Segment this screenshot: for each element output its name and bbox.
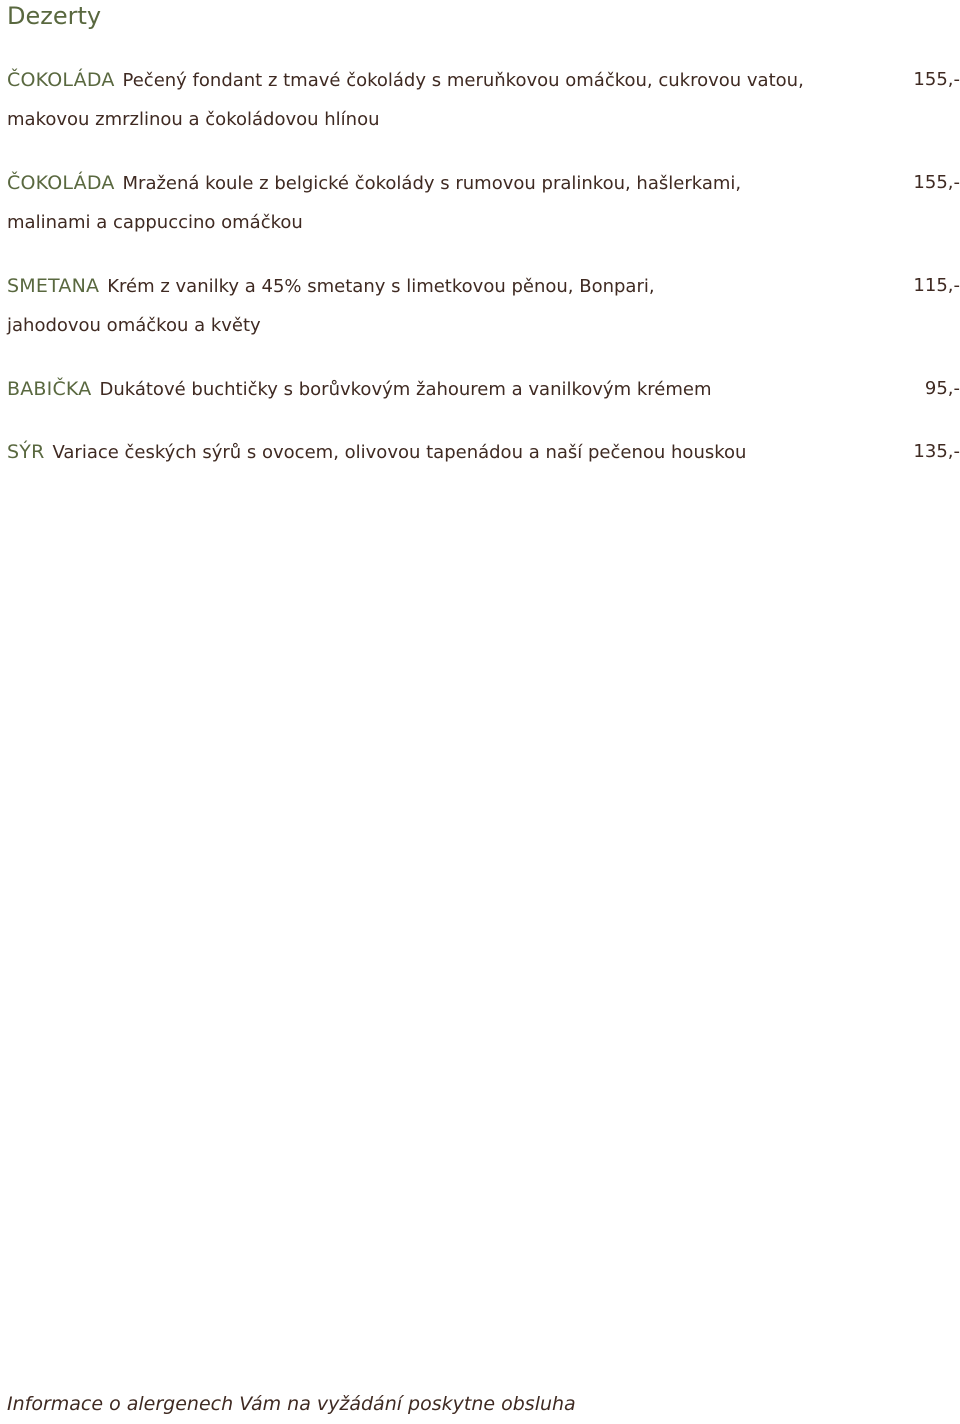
- item-name: ČOKOLÁDA: [7, 172, 115, 194]
- item-price: 95,-: [924, 378, 960, 399]
- menu-item: [7, 163, 960, 243]
- item-price: 155,-: [913, 172, 960, 193]
- item-description: Pečený fondant z tmavé čokolády s meruňkovou omáčkou, cukrovou vatou,: [122, 70, 804, 91]
- item-description: Krém z vanilky a 45% smetany s limetkovou pěnou, Bonpari,: [107, 276, 655, 297]
- page-title: Dezerty: [7, 2, 102, 30]
- item-name: BABIČKA: [7, 378, 92, 400]
- menu-item: [7, 432, 960, 472]
- item-price: 115,-: [913, 275, 960, 296]
- item-description: Dukátové buchtičky s borůvkovým žahourem a vanilkovým krémem: [99, 379, 712, 400]
- item-description-continued: jahodovou omáčkou a květy: [7, 315, 261, 336]
- item-price: 155,-: [913, 69, 960, 90]
- allergen-note: Informace o alergenech Vám na vyžádání poskytne obsluha: [7, 1393, 576, 1415]
- menu-item: [7, 266, 960, 346]
- item-description: Mražená koule z belgické čokolády s rumovou pralinkou, hašlerkami,: [122, 173, 742, 194]
- item-description-continued: makovou zmrzlinou a čokoládovou hlínou: [7, 109, 380, 130]
- item-price: 135,-: [913, 441, 960, 462]
- item-name: SMETANA: [7, 275, 100, 297]
- menu-item: [7, 369, 960, 409]
- item-description: Variace českých sýrů s ovocem, olivovou tapenádou a naší pečenou houskou: [52, 442, 747, 463]
- item-name: ČOKOLÁDA: [7, 69, 115, 91]
- item-description-continued: malinami a cappuccino omáčkou: [7, 212, 303, 233]
- item-name: SÝR: [7, 441, 45, 463]
- menu-item: [7, 60, 960, 140]
